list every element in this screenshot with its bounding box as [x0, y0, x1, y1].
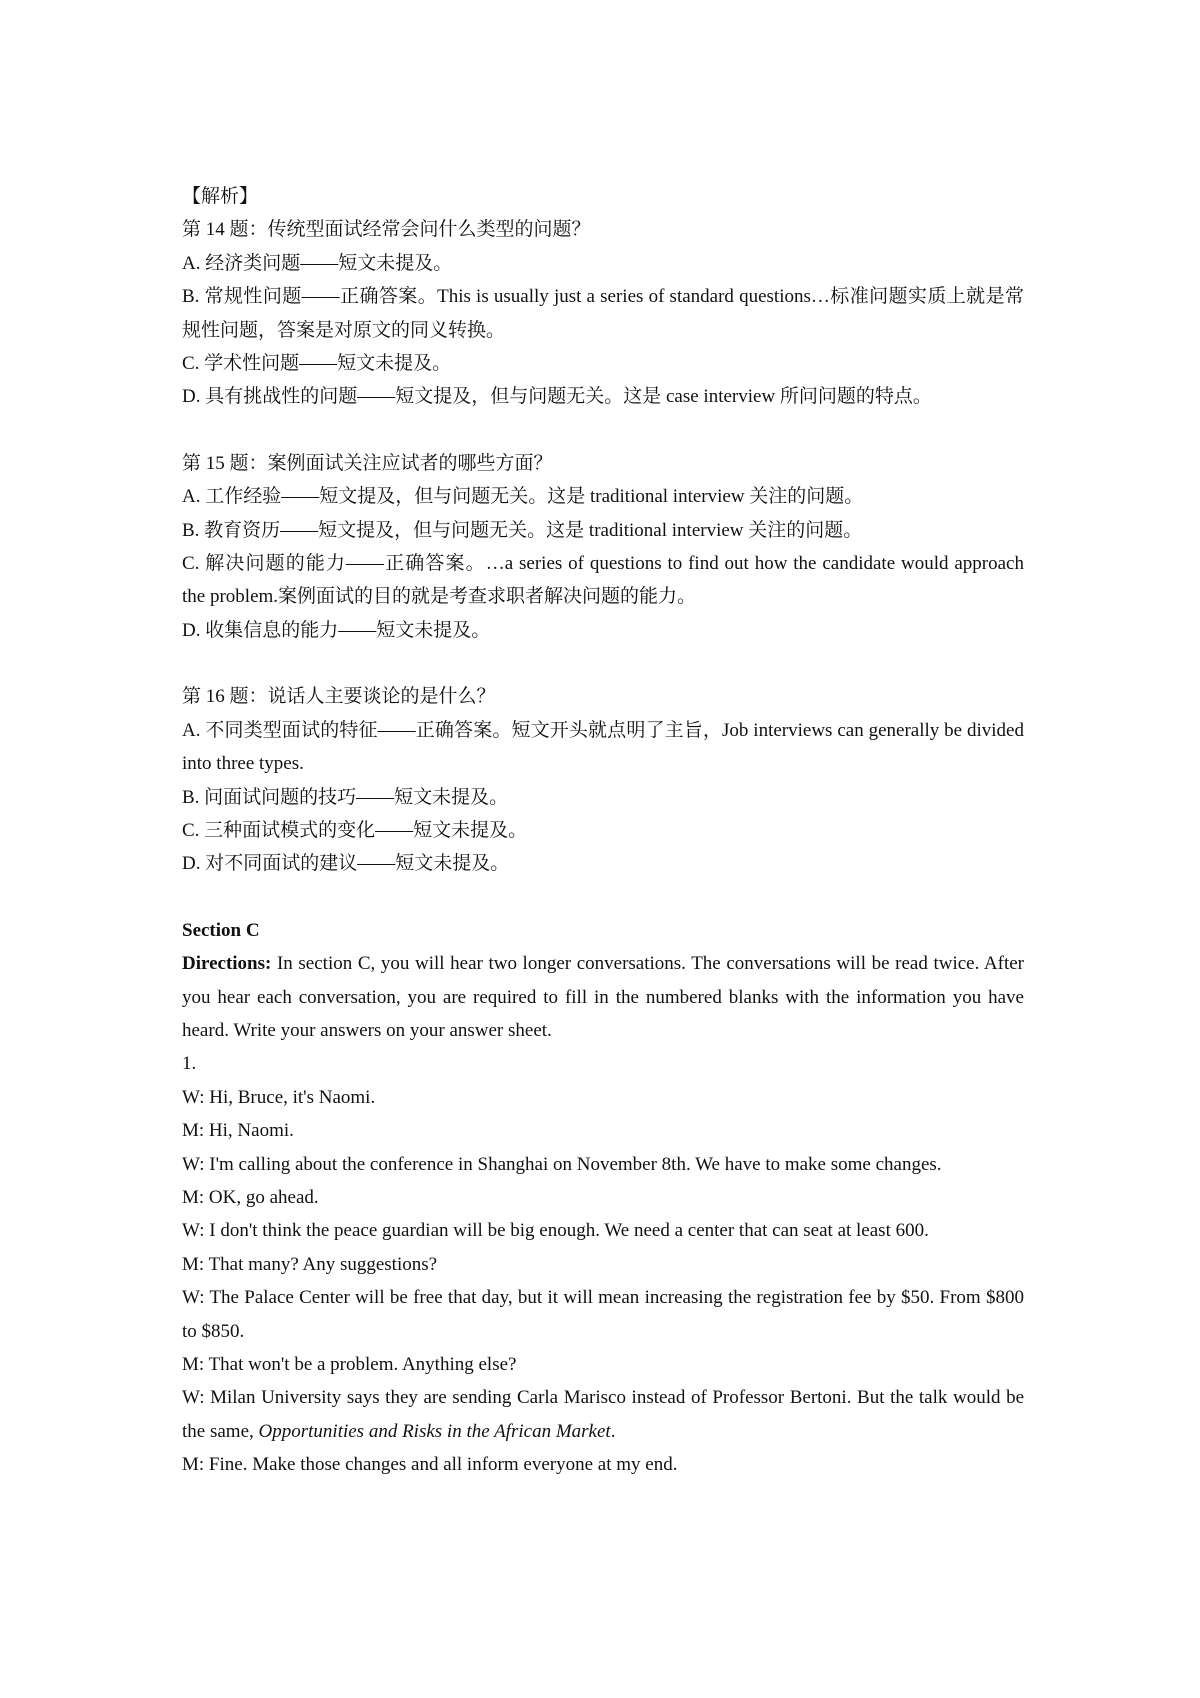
q16-option-d: D. 对不同面试的建议——短文未提及。 — [182, 853, 510, 875]
question-14: 第 14 题：传统型面试经常会问什么类型的问题？ — [182, 219, 591, 241]
dialogue-line: W: I don't think the peace guardian will be big enough. We need a center that can seat at least 600. — [182, 1220, 929, 1242]
q14-option-d: D. 具有挑战性的问题——短文提及，但与问题无关。这是 case interview 所问问题的特点。 — [182, 386, 932, 408]
dialogue-line: M: Hi, Naomi. — [182, 1120, 294, 1142]
dialogue-line: M: That won't be a problem. Anything else? — [182, 1354, 517, 1375]
q15-option-b: B. 教育资历——短文提及，但与问题无关。这是 traditional interview 关注的问题。 — [182, 519, 863, 541]
section-c-title: Section C — [182, 919, 260, 941]
dialogue-line: W: Hi, Bruce, it's Naomi. — [182, 1086, 376, 1108]
q16-option-c: C. 三种面试模式的变化——短文未提及。 — [182, 819, 528, 841]
q14-option-c: C. 学术性问题——短文未提及。 — [182, 353, 452, 375]
q16-option-b: B. 问面试问题的技巧——短文未提及。 — [182, 786, 509, 808]
dialogue-line — [182, 1381, 1024, 1448]
question-15: 第 15 题：案例面试关注应试者的哪些方面？ — [182, 452, 553, 474]
dialogue-line: M: Fine. Make those changes and all inform everyone at my end. — [182, 1454, 678, 1476]
q14-option-a: A. 经济类问题——短文未提及。 — [182, 252, 453, 274]
directions-label: Directions: — [182, 953, 272, 975]
dialogue-line: W: I'm calling about the conference in Shanghai on November 8th. We have to make some changes. — [182, 1153, 942, 1175]
q15-option-c: C. 解决问题的能力——正确答案。…a series of questions to find out how the candidate would approach the problem.案例面试的目的就是考查求职者解决问题的能力。 — [182, 553, 1024, 608]
section-c-directions — [182, 947, 1024, 1047]
dialogue-text: W: Milan University says they are sending Carla Marisco instead of Professor Bertoni. But the talk would be the same, — [182, 1387, 1024, 1442]
directions-text: In section C, you will hear two longer conversations. The conversations will be read twice. After you hear each conversation, you are required to fill in the numbered blanks with the information you have heard. Write your answers on your answer sheet. — [182, 953, 1024, 1041]
spacer — [182, 414, 1024, 447]
q15-option-a: A. 工作经验——短文提及，但与问题无关。这是 traditional interview 关注的问题。 — [182, 486, 864, 508]
conversation-number: 1. — [182, 1053, 197, 1075]
analysis-heading: 【解析】 — [182, 186, 259, 207]
spacer — [182, 881, 1024, 914]
dialogue-line: W: The Palace Center will be free that day, but it will mean increasing the registration fee by $50. From $800 to $850. — [182, 1287, 1024, 1342]
question-16: 第 16 题：说话人主要谈论的是什么？ — [182, 686, 496, 708]
document-page — [182, 180, 1024, 1482]
q15-option-d: D. 收集信息的能力——短文未提及。 — [182, 619, 491, 641]
q16-option-a: A. 不同类型面试的特征——正确答案。短文开头就点明了主旨，Job interviews can generally be divided into three types. — [182, 719, 1024, 775]
q14-option-b: B. 常规性问题——正确答案。This is usually just a series of standard questions…标准问题实质上就是常规性问题，答案是对原文的同义转换。 — [182, 286, 1024, 341]
dialogue-line: M: OK, go ahead. — [182, 1186, 319, 1208]
talk-title: Opportunities and Risks in the African Market — [258, 1420, 611, 1442]
spacer — [182, 647, 1024, 680]
dialogue-text: . — [610, 1420, 616, 1442]
dialogue-line: M: That many? Any suggestions? — [182, 1253, 438, 1275]
